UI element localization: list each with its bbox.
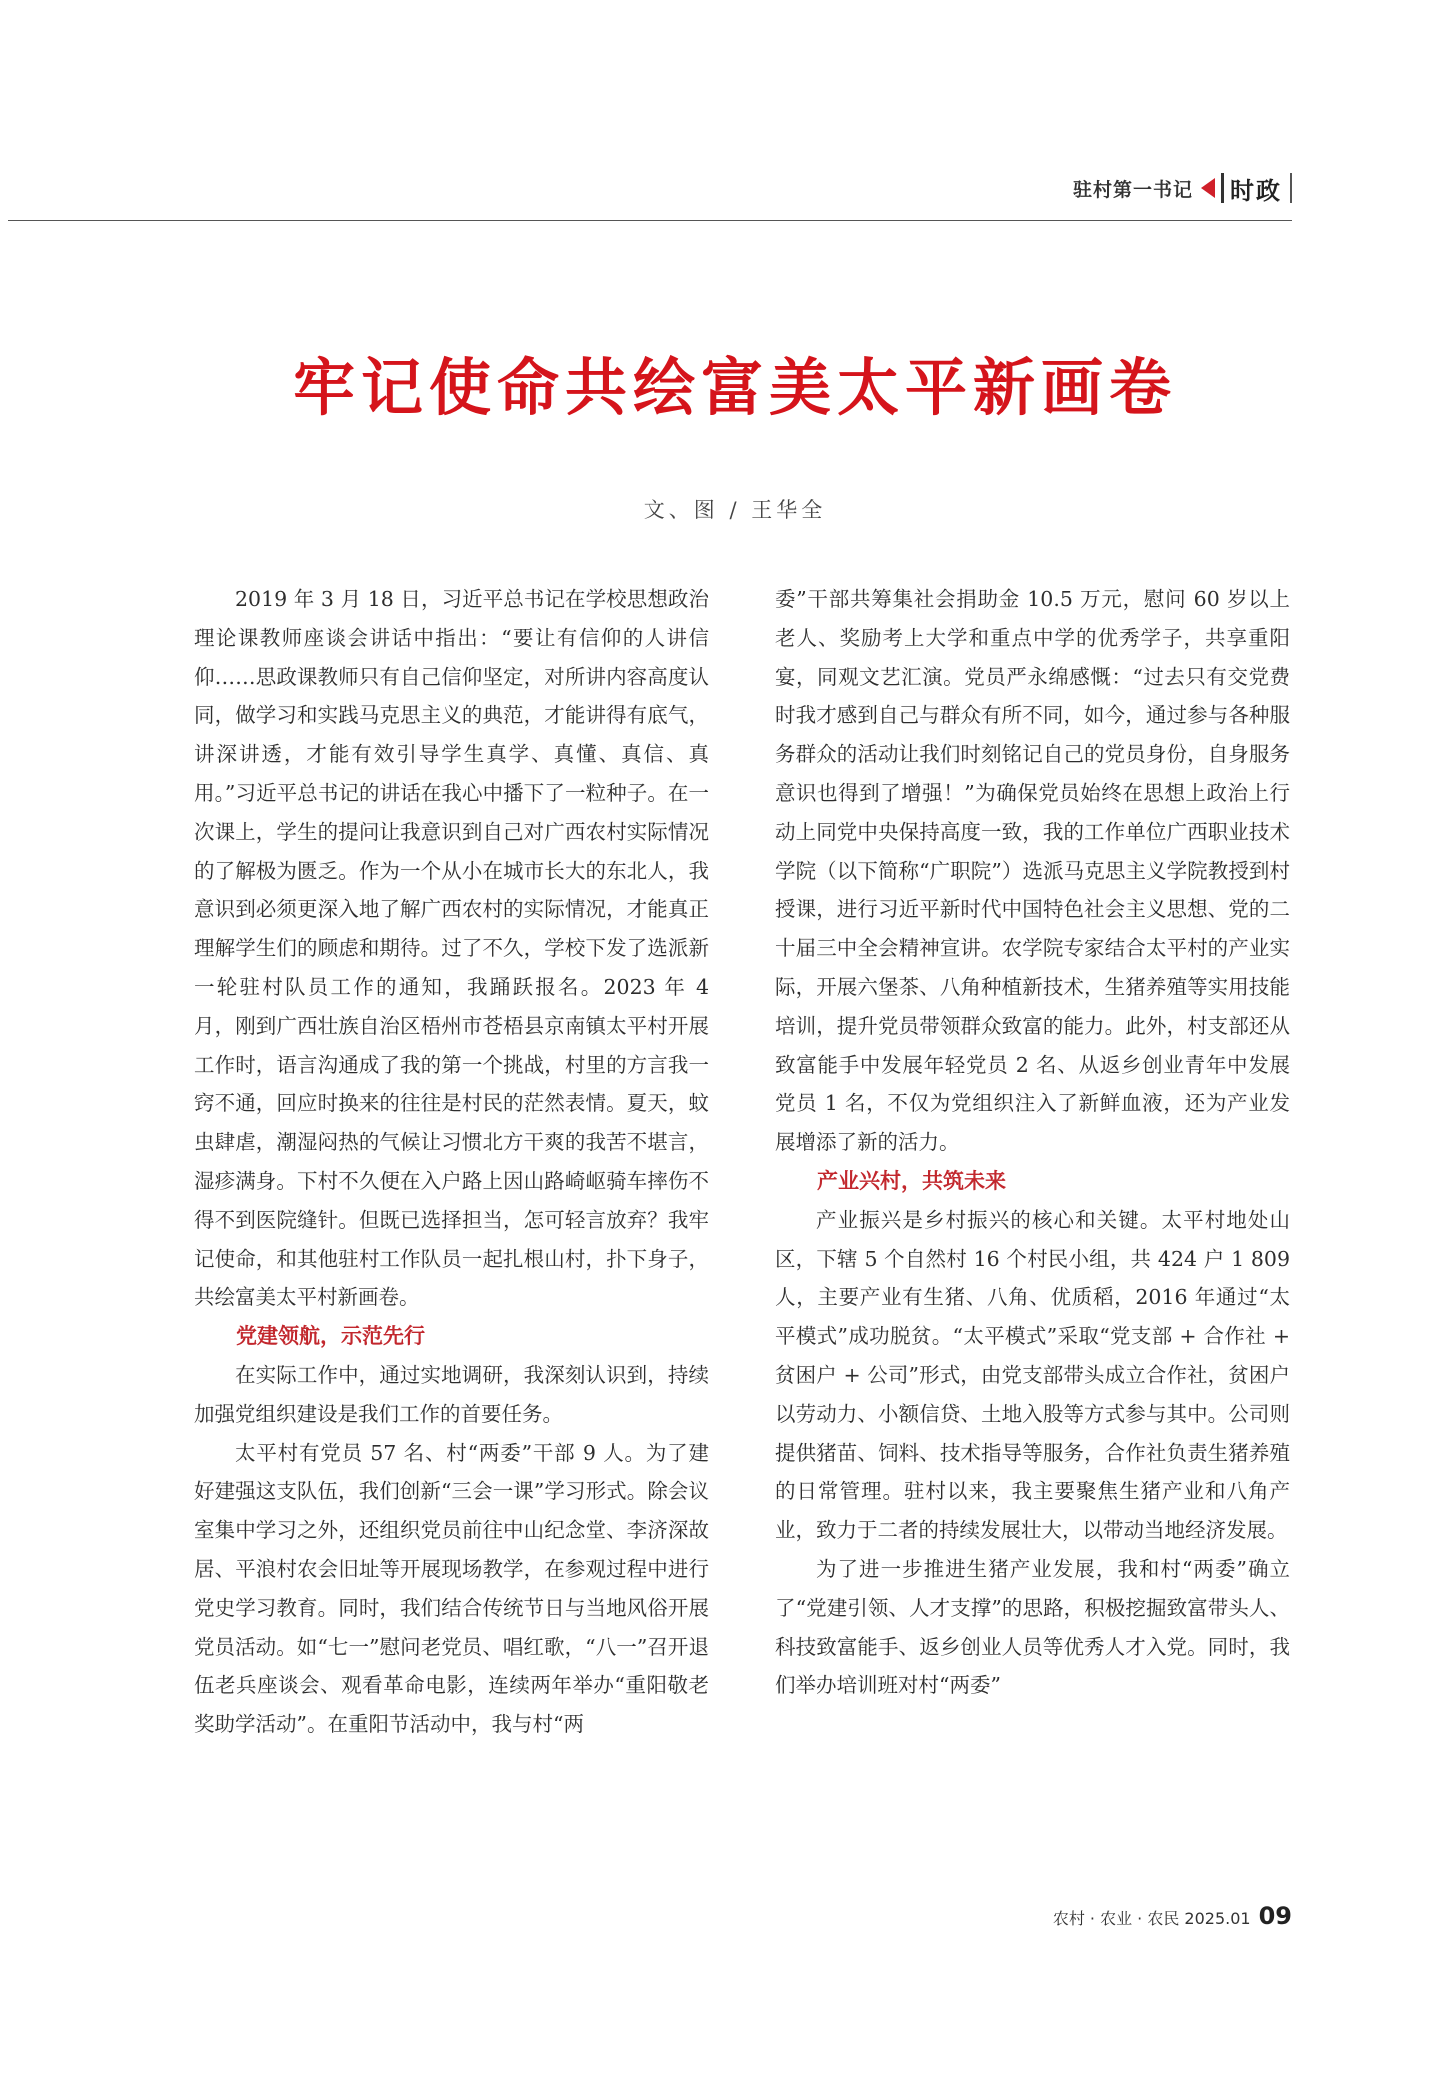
- subheading: 党建领航，示范先行: [236, 1323, 425, 1349]
- right-column: [775, 580, 1290, 1705]
- paragraph: 委”干部共筹集社会捐助金 10.5 万元，慰问 60 岁以上老人、奖励考上大学和重点中学的优秀学子，共享重阳宴，同观文艺汇演。党员严永绵感慨：“过去只有交党费时我才感到自己与群众有所不同，如今，通过参与各种服务群众的活动让我们时刻铭记自己的党员身份，自身服务意识也得到了增强！”为确保党员始终在思想上政治上行动上同党中央保持高度一致，我的工作单位广西职业技术学院（以下简称“广职院”）选派马克思主义学院教授到村授课，进行习近平新时代中国特色社会主义思想、党的二十届三中全会精神宣讲。农学院专家结合太平村的产业实际，开展六堡茶、八角种植新技术，生猪养殖等实用技能培训，提升党员带领群众致富的能力。此外，村支部还从致富能手中发展年轻党员 2 名、从返乡创业青年中发展党员 1 名，不仅为党组织注入了新鲜血液，还为产业发展增添了新的活力。: [775, 587, 1290, 1155]
- page-number: 09: [1258, 1902, 1292, 1930]
- magazine-issue: 农村 · 农业 · 农民 2025.01: [1052, 1909, 1251, 1928]
- paragraph: 2019 年 3 月 18 日，习近平总书记在学校思想政治理论课教师座谈会讲话中指出：“要让有信仰的人讲信仰……思政课教师只有自己信仰坚定，对所讲内容高度认同，做学习和实践马克思主义的典范，才能讲得有底气，讲深讲透，才能有效引导学生真学、真懂、真信、真用。”习近平总书记的讲话在我心中播下了一粒种子。在一次课上，学生的提问让我意识到自己对广西农村实际情况的了解极为匮乏。作为一个从小在城市长大的东北人，我意识到必须更深入地了解广西农村的实际情况，才能真正理解学生们的顾虑和期待。过了不久，学校下发了选派新一轮驻村队员工作的通知，我踊跃报名。2023 年 4 月，刚到广西壮族自治区梧州市苍梧县京南镇太平村开展工作时，语言沟通成了我的第一个挑战，村里的方言我一窍不通，回应时换来的往往是村民的茫然表情。夏天，蚊虫肆虐，潮湿闷热的气候让习惯北方干爽的我苦不堪言，湿疹满身。下村不久便在入户路上因山路崎岖骑车摔伤不得不到医院缝针。但既已选择担当，怎可轻言放弃？我牢记使命，和其他驻村工作队员一起扎根山村，扑下身子，共绘富美太平村新画卷。: [194, 587, 709, 1310]
- paragraph: 在实际工作中，通过实地调研，我深刻认识到，持续加强党组织建设是我们工作的首要任务。: [194, 1362, 709, 1426]
- column-label: 时政: [1230, 176, 1282, 205]
- paragraph: 产业振兴是乡村振兴的核心和关键。太平村地处山区，下辖 5 个自然村 16 个村民小组，共 424 户 1 809 人，主要产业有生猪、八角、优质稻，2016 年通过“太平模式”成功脱贫。“太平模式”采取“党支部 + 合作社 + 贫困户 + 公司”形式，由党支部带头成立合作社，贫困户以劳动力、小额信贷、土地入股等方式参与其中。公司则提供猪苗、饲料、技术指导等服务，合作社负责生猪养殖的日常管理。驻村以来，我主要聚焦生猪产业和八角产业，致力于二者的持续发展壮大，以带动当地经济发展。: [775, 1207, 1290, 1543]
- article-title: 牢记使命共绘富美太平新画卷: [292, 351, 1177, 424]
- header-divider: [1221, 173, 1224, 203]
- triangle-arrow-icon: [1201, 178, 1215, 198]
- section-label: 驻村第一书记: [1072, 178, 1193, 201]
- paragraph: 为了进一步推进生猪产业发展，我和村“两委”确立了“党建引领、人才支撑”的思路，积极挖掘致富带头人、科技致富能手、返乡创业人员等优秀人才入党。同时，我们举办培训班对村“两委”: [775, 1556, 1290, 1698]
- running-header: [1073, 168, 1292, 208]
- subheading: 产业兴村，共筑未来: [817, 1167, 1006, 1193]
- header-end-divider: [1290, 173, 1292, 203]
- article-byline: 文、图 / 王华全: [643, 498, 827, 522]
- paragraph: 太平村有党员 57 名、村“两委”干部 9 人。为了建好建强这支队伍，我们创新“三会一课”学习形式。除会议室集中学习之外，还组织党员前往中山纪念堂、李济深故居、平浪村农会旧址等开展现场教学，在参观过程中进行党史学习教育。同时，我们结合传统节日与当地风俗开展党员活动。如“七一”慰问老党员、唱红歌，“八一”召开退伍老兵座谈会、观看革命电影，连续两年举办“重阳敬老奖助学活动”。在重阳节活动中，我与村“两: [194, 1440, 709, 1737]
- header-rule: [8, 220, 1292, 221]
- left-column: [194, 580, 709, 1744]
- page-footer: [1053, 1902, 1292, 1930]
